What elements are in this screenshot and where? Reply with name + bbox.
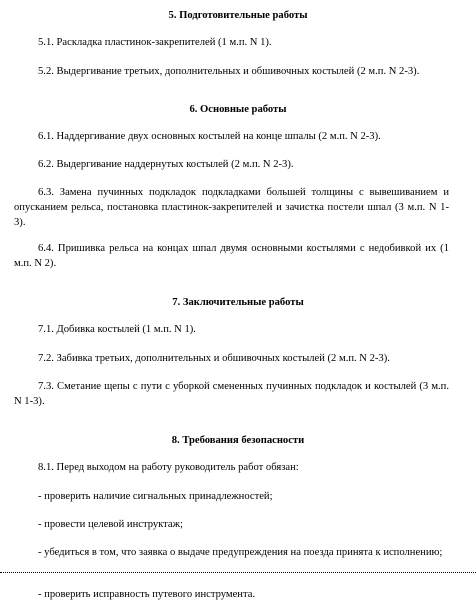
paragraph: 6.1. Наддергивание двух основных костылей на конце шпалы (2 м.п. N 2-3). (38, 131, 381, 142)
section-heading: 5. Подготовительные работы (168, 10, 308, 21)
paragraph: 8.1. Перед выходом на работу руководитель работ обязан: (38, 462, 299, 473)
paragraph: 6.3. Замена пучинных подкладок подкладками большей толщины с вывешиванием и опусканием рельса, постановка пластинок-закрепителей и зачистка постели шпал (3 м.п. N 1-3). (14, 187, 449, 228)
paragraph: 5.1. Раскладка пластинок-закрепителей (1 м.п. N 1). (38, 37, 272, 48)
section-heading: 6. Основные работы (189, 104, 287, 115)
page-break-divider (0, 572, 476, 573)
paragraph: 7.2. Забивка третьих, дополнительных и обшивочных костылей (2 м.п. N 2-3). (38, 353, 390, 364)
list-item: - провести целевой инструктаж; (38, 519, 183, 530)
paragraph: 6.4. Пришивка рельса на концах шпал двумя основными костылями с недобивкой их (1 м.п. N 2). (14, 243, 449, 269)
paragraph: 6.2. Выдергивание наддернутых костылей (2 м.п. N 2-3). (38, 159, 294, 170)
section-heading: 8. Требования безопасности (171, 435, 305, 446)
paragraph: 7.3. Сметание щепы с пути с уборкой смененных пучинных подкладок и костылей (3 м.п. N 1-3). (14, 381, 449, 407)
list-item: - убедиться в том, что заявка о выдаче предупреждения на поезда принята к исполнению; (38, 547, 443, 558)
paragraph: 5.2. Выдергивание третьих, дополнительных и обшивочных костылей (2 м.п. N 2-3). (38, 66, 420, 77)
list-item: - проверить исправность путевого инструмента. (38, 589, 256, 600)
list-item: - проверить наличие сигнальных принадлежностей; (38, 491, 273, 502)
paragraph: 7.1. Добивка костылей (1 м.п. N 1). (38, 324, 196, 335)
section-heading: 7. Заключительные работы (172, 297, 304, 308)
